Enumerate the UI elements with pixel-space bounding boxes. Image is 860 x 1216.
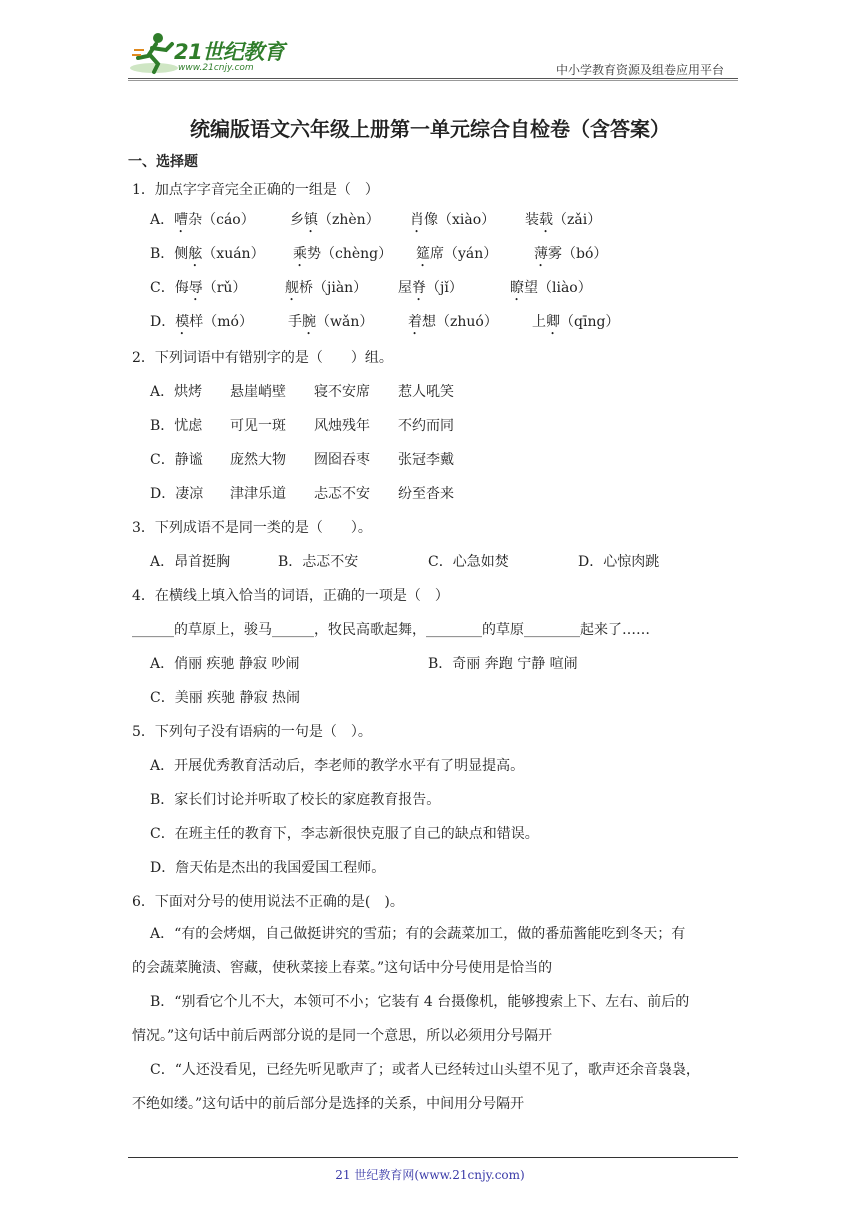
q4-option-a: A．俏丽 疾驰 静寂 吵闹: [150, 656, 300, 672]
footer-link[interactable]: 21 世纪教育网(www.21cnjy.com): [335, 1168, 525, 1182]
logo-text: 21世纪教育: [174, 40, 285, 64]
q5-option-c: C．在班主任的教育下，李志新很快克服了自己的缺点和错误。: [150, 826, 539, 842]
q4-option-b: B．奇丽 奔跑 宁静 喧闹: [428, 656, 578, 672]
q4-option-c: C．美丽 疾驰 静寂 热闹: [150, 690, 301, 706]
q2-option-c: C．静谧 庞然大物 囫囵吞枣 张冠李戴: [150, 452, 454, 468]
question-5-stem: 5．下列句子没有语病的一句是（ ）。: [132, 724, 372, 740]
q2-option-b: B．忧虑 可见一斑 风烛残年 不约而同: [150, 418, 454, 434]
q4-fill-blank: ______的草原上，骏马______，牧民高歌起舞，________的草原________起来了……: [132, 622, 650, 638]
question-6-stem: 6．下面对分号的使用说法不正确的是( )。: [132, 894, 404, 910]
q6-option-b-line2: 情况。”这句话中前后两部分说的是同一个意思，所以必须用分号隔开: [132, 1028, 553, 1044]
q2-option-d: D．凄凉 津津乐道 忐忑不安 纷至沓来: [150, 486, 454, 502]
q3-options: A．昂首挺胸 B．忐忑不安 C．心急如焚 D．心惊肉跳: [150, 554, 660, 570]
q2-option-a: A．烘烤 悬崖峭壁 寝不安席 惹人吼笑: [150, 384, 454, 400]
header-divider-thin: [128, 80, 738, 81]
q1-option-c: C．侮辱（rǔ） 舰桥（jiàn） 屋脊（jǐ） 瞭望（liào）: [150, 280, 592, 296]
document-title: 统编版语文六年级上册第一单元综合自检卷（含答案）: [190, 117, 670, 141]
q1-option-a: A．嘈杂（cáo） 乡镇（zhèn） 肖像（xiào） 装载（zǎi）: [150, 212, 602, 228]
q1-option-d: D．模样（mó） 手腕（wǎn） 着想（zhuó） 上卿（qīng）: [150, 314, 620, 330]
footer-divider: [128, 1157, 738, 1158]
q6-option-c-line1: C．“人还没看见，已经先听见歌声了；或者人已经转过山头望不见了，歌声还余音袅袅，: [150, 1062, 700, 1078]
header-divider: [128, 78, 738, 79]
q1-option-b: B．侧舷（xuán） 乘势（chèng） 筵席（yán） 薄雾（bó）: [150, 246, 608, 262]
q6-option-a-line2: 的会蔬菜腌渍、窖藏，使秋菜接上春菜。”这句话中分号使用是恰当的: [132, 960, 553, 976]
q5-option-b: B．家长们讨论并听取了校长的家庭教育报告。: [150, 792, 441, 808]
logo-url: www.21cnjy.com: [178, 63, 254, 73]
section-heading: 一、选择题: [128, 154, 198, 170]
site-logo[interactable]: [128, 28, 298, 78]
question-2-stem: 2．下列词语中有错别字的是（ ）组。: [132, 350, 393, 366]
q5-option-d: D．詹天佑是杰出的我国爱国工程师。: [150, 860, 386, 876]
question-3-stem: 3．下列成语不是同一类的是（ ）。: [132, 520, 372, 536]
q6-option-a-line1: A．“有的会烤烟，自己做挺讲究的雪茄；有的会蔬菜加工，做的番茄酱能吃到冬天；有: [150, 926, 686, 942]
q6-option-b-line1: B．“别看它个儿不大，本领可不小；它装有 4 台摄像机，能够搜索上下、左右、前后的: [150, 994, 690, 1010]
page-header: [128, 28, 738, 80]
question-4-stem: 4．在横线上填入恰当的词语，正确的一项是（ ）: [132, 588, 449, 604]
q6-option-c-line2: 不绝如缕。”这句话中的前后部分是选择的关系，中间用分号隔开: [132, 1096, 525, 1112]
question-1-stem: 1．加点字字音完全正确的一组是（ ）: [132, 182, 379, 198]
q5-option-a: A．开展优秀教育活动后，李老师的教学水平有了明显提高。: [150, 758, 525, 774]
platform-label: 中小学教育资源及组卷应用平台: [555, 63, 724, 77]
